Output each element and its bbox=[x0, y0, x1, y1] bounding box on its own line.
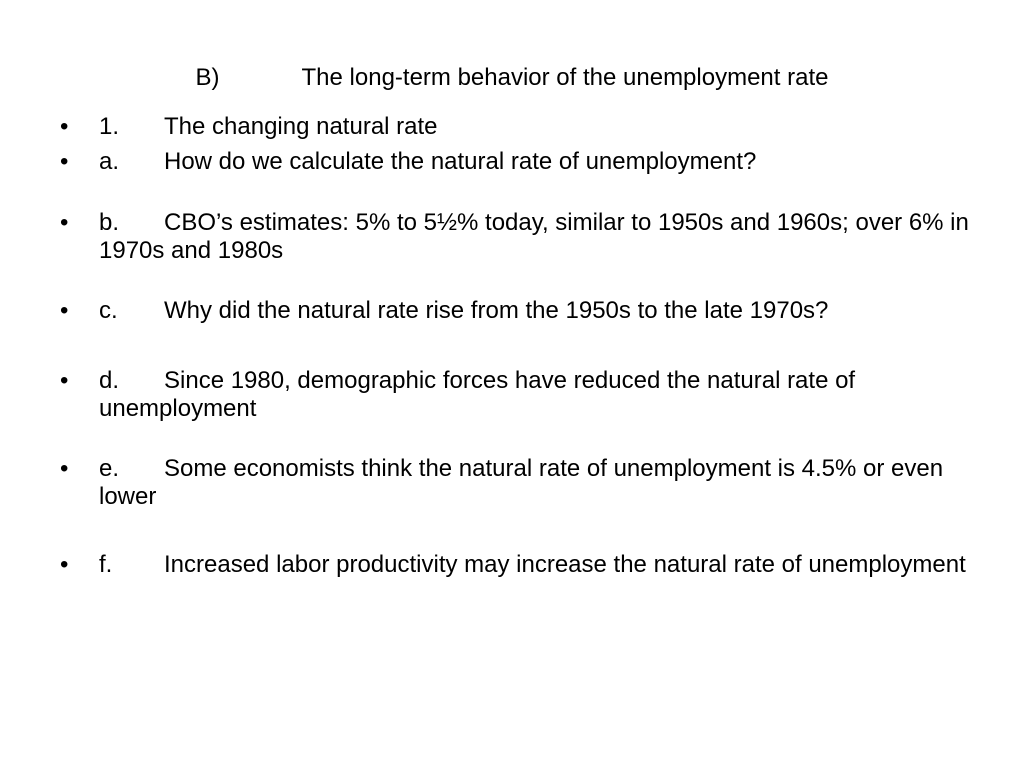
list-item-body: The changing natural rate bbox=[164, 113, 438, 140]
list-item-body: Why did the natural rate rise from the 1950s to the late 1970s? bbox=[164, 297, 829, 324]
list-item-body: CBO’s estimates: 5% to 5½% today, similar to 1950s and 1960s; over 6% in 1970s and 1980s bbox=[99, 209, 969, 264]
list-item bbox=[60, 367, 1000, 423]
list-item-text bbox=[99, 148, 1000, 176]
list-item-text bbox=[99, 297, 1000, 325]
title-text: The long-term behavior of the unemployment rate bbox=[301, 64, 829, 91]
title-marker: B) bbox=[195, 64, 220, 91]
list-item bbox=[60, 148, 1000, 176]
list-item bbox=[60, 297, 1000, 325]
list-item bbox=[60, 209, 1000, 265]
bullet-icon: • bbox=[60, 297, 69, 324]
list-item-text bbox=[99, 209, 1000, 265]
list-item-marker: 1. bbox=[99, 113, 120, 140]
list-item bbox=[60, 551, 1000, 579]
list-item bbox=[60, 113, 1000, 141]
list-item-text bbox=[99, 367, 1000, 423]
list-item-marker: f. bbox=[99, 551, 113, 578]
list-item-marker: e. bbox=[99, 455, 120, 482]
bullet-icon: • bbox=[60, 367, 69, 394]
bullet-icon: • bbox=[60, 113, 69, 140]
slide-title bbox=[0, 62, 1024, 94]
list-item-text bbox=[99, 455, 1000, 511]
bullet-icon: • bbox=[60, 148, 69, 175]
list-item-marker: a. bbox=[99, 148, 120, 175]
list-item-body: Some economists think the natural rate of unemployment is 4.5% or even lower bbox=[99, 455, 944, 510]
list-item-text bbox=[99, 551, 1000, 579]
list-item bbox=[60, 455, 1000, 511]
list-item-body: Increased labor productivity may increase the natural rate of unemployment bbox=[164, 551, 966, 578]
list-item-body: Since 1980, demographic forces have reduced the natural rate of unemployment bbox=[99, 367, 856, 422]
bullet-icon: • bbox=[60, 551, 69, 578]
bullet-icon: • bbox=[60, 209, 69, 236]
bullet-icon: • bbox=[60, 455, 69, 482]
list-item-marker: b. bbox=[99, 209, 120, 236]
list-item-text bbox=[99, 113, 1000, 141]
list-item-marker: c. bbox=[99, 297, 118, 324]
list-item-body: How do we calculate the natural rate of unemployment? bbox=[164, 148, 757, 175]
list-item-marker: d. bbox=[99, 367, 120, 394]
